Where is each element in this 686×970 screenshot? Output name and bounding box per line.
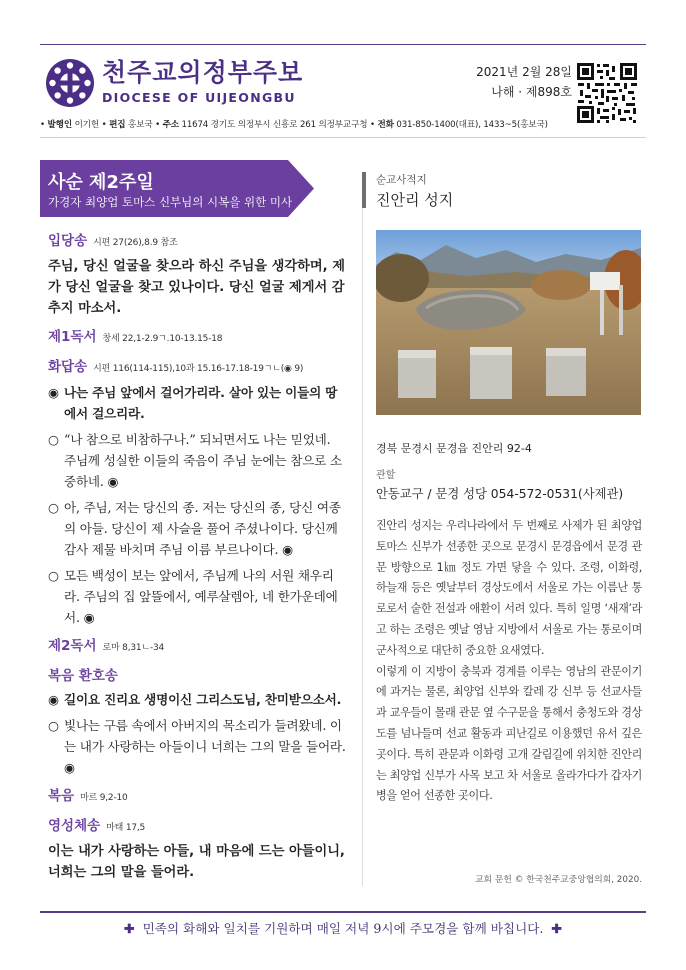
communion-title: 영성체송	[48, 818, 101, 834]
entrance-text: 주님, 당신 얼굴을 찾으라 하신 주님을 생각하며, 제가 당신 얼굴을 찾고 있나이다. 당신 얼굴 제게서 감추지 마소서.	[48, 259, 345, 316]
response-icon: ◉	[48, 385, 59, 400]
footer-text: 민족의 화해와 일치를 기원하며 매일 저녁 9시에 주모경을 함께 바칩니다.	[142, 921, 544, 936]
entrance-title: 입당송	[48, 233, 88, 249]
top-rule	[40, 44, 646, 45]
description-paragraph: 진안리 성지는 우리나라에서 두 번째로 사제가 된 최양업 토마스 신부가 선종한 곳으로 문경시 문경읍에서 문경 관문 방향으로 1㎞ 정도 가면 닿을 수 있다. 조령, 이화령, 하늘재 등은 옛날부터 경상도에서 서울로 가는 이름난 통로로서 숱한 전설과 애환이 서려 있다. 특히 일명 ‘새재’라고 하는 조령은 옛날 영남 지방에서 서울로 가는 통로이며 군사적으로 대단히 중요한 요새였다.	[376, 519, 642, 657]
psalm-verse: ○ 아, 주님, 저는 당신의 종. 저는 당신의 종, 당신 여종의 아들. 당신이 제 사슬을 풀어 주셨나이다. 당신께 감사 제물 바치며 주님 이름 부르나이다. ◉	[48, 497, 346, 560]
masthead-title: 천주교의정부주보	[102, 58, 304, 87]
phone-label: 전화	[377, 120, 394, 130]
shrine-photo	[376, 230, 641, 415]
psalm-heading	[48, 356, 346, 379]
gospel-ref: 마르 9,2-10	[80, 793, 128, 803]
psalm-verse: ○ “나 참으로 비참하구나.” 되뇌면서도 나는 믿었네. 주님께 성실한 이들의 죽음이 주님 눈에는 참으로 소중하네. ◉	[48, 429, 346, 492]
shrine-title: 진안리 성지	[376, 191, 454, 209]
psalm-title: 화답송	[48, 359, 88, 375]
gospel-acclamation-heading	[48, 665, 346, 686]
sunday-title: 사순 제2주일	[48, 172, 154, 193]
copyright-credit: 교회 문헌 © 한국천주교중앙협의회, 2020.	[475, 875, 642, 885]
entrance-antiphon-heading	[48, 230, 346, 253]
shrine-address: 경북 문경시 문경읍 진안리 92-4	[376, 442, 532, 455]
reading2-ref: 로마 8,31ㄴ-34	[102, 643, 165, 653]
publication-info: • 발행인 이기헌 • 편집 홍보국 • 주소 11674 경기도 의정부시 신흥로 261 의정부교구청 • 전화 031-850-1400(대표), 1433~5(홍보국)	[40, 120, 548, 130]
diocese-logo-icon	[46, 59, 94, 107]
reading1-title: 제1독서	[48, 329, 97, 345]
communion-text: 이는 내가 사랑하는 아들, 내 마음에 드는 아들이니, 너희는 그의 말을 들어라.	[48, 844, 345, 880]
shrine-description	[376, 516, 642, 807]
address-label: 주소	[162, 120, 179, 130]
entrance-ref: 시편 27(26),8.9 참조	[93, 238, 178, 248]
second-reading-heading	[48, 635, 346, 658]
column-divider	[362, 172, 363, 886]
gospel-title: 복음	[48, 788, 75, 804]
address: 11674 경기도 의정부시 신흥로 261 의정부교구청	[181, 120, 368, 130]
liturgy-column	[48, 230, 346, 883]
first-reading-heading	[48, 326, 346, 349]
footer-rule	[40, 911, 646, 913]
description-paragraph: 이렇게 이 지방이 충북과 경계를 이루는 영남의 관문이기에 과거는 물론, 최양업 신부와 칼레 강 신부 등 선교사들과 교우들이 몰래 관문 옆 수구문을 통해서 충청도와 경상도를 넘나들며 선교 활동과 피난길로 이용했던 유서 깊은 곳이다. 특히 관문과 이화령 고개 갈림길에 위치한 진안리는 최양업 신부가 사목 보고 차 서울로 올라가다가 갑자기 병을 얻어 선종한 곳이다.	[376, 664, 642, 803]
editor: 홍보국	[128, 120, 153, 130]
verse-circle-icon: ○	[48, 432, 59, 447]
shrine-category: 순교사적지	[376, 174, 427, 186]
psalm-verse: ○ 모든 백성이 보는 앞에서, 주님께 나의 서원 채우리라. 주님의 집 앞뜰에서, 예루살렘아, 네 한가운데에서. ◉	[48, 565, 346, 628]
verse-circle-icon: ○	[48, 718, 59, 733]
verse-circle-icon: ○	[48, 500, 59, 515]
communion-ref: 마태 17,5	[106, 823, 146, 833]
header-divider	[40, 137, 646, 138]
footer-prayer	[40, 918, 646, 937]
issue-info	[476, 62, 572, 102]
category-bar	[362, 172, 366, 208]
sunday-subtitle: 가경자 최양업 토마스 신부님의 시복을 위한 미사	[48, 195, 293, 209]
reading1-ref: 창세 22,1-2.9ㄱ.10-13.15-18	[102, 334, 223, 344]
acclamation-verse: ○ 빛나는 구름 속에서 아버지의 목소리가 들려왔네. 이는 내가 사랑하는 아들이니 너희는 그의 말을 들어라. ◉	[48, 715, 346, 778]
masthead-subtitle: DIOCESE OF UIJEONGBU	[102, 90, 296, 105]
editor-label: 편집	[109, 120, 126, 130]
acclamation-response: ◉ 길이요 진리요 생명이신 그리스도님, 찬미받으소서.	[48, 689, 346, 710]
publisher-label: 발행인	[47, 120, 72, 130]
publisher: 이기헌	[74, 120, 100, 130]
psalm-response: ◉ 나는 주님 앞에서 걸어가리라. 살아 있는 이들의 땅에서 걸으리라.	[48, 382, 346, 424]
psalm-ref: 시편 116(114-115),10과 15.16-17.18-19ㄱㄴ(◉ 9)	[93, 364, 304, 374]
verse-circle-icon: ○	[48, 568, 59, 583]
acclamation-title: 복음 환호송	[48, 668, 118, 684]
phone: 031-850-1400(대표), 1433~5(홍보국)	[396, 120, 548, 130]
gospel-heading	[48, 785, 346, 808]
communion-heading	[48, 815, 346, 838]
jurisdiction-label: 관할	[376, 470, 396, 481]
response-icon: ◉	[48, 692, 59, 707]
masthead	[102, 58, 303, 105]
cross-icon: ✚	[551, 921, 562, 936]
issue-number: 나해 · 제898호	[491, 85, 572, 99]
qr-code-icon[interactable]	[576, 62, 638, 124]
jurisdiction-contact: 안동교구 / 문경 성당 054-572-0531(사제관)	[376, 487, 624, 501]
reading2-title: 제2독서	[48, 638, 97, 654]
issue-date: 2021년 2월 28일	[476, 65, 572, 79]
cross-icon: ✚	[124, 921, 135, 936]
